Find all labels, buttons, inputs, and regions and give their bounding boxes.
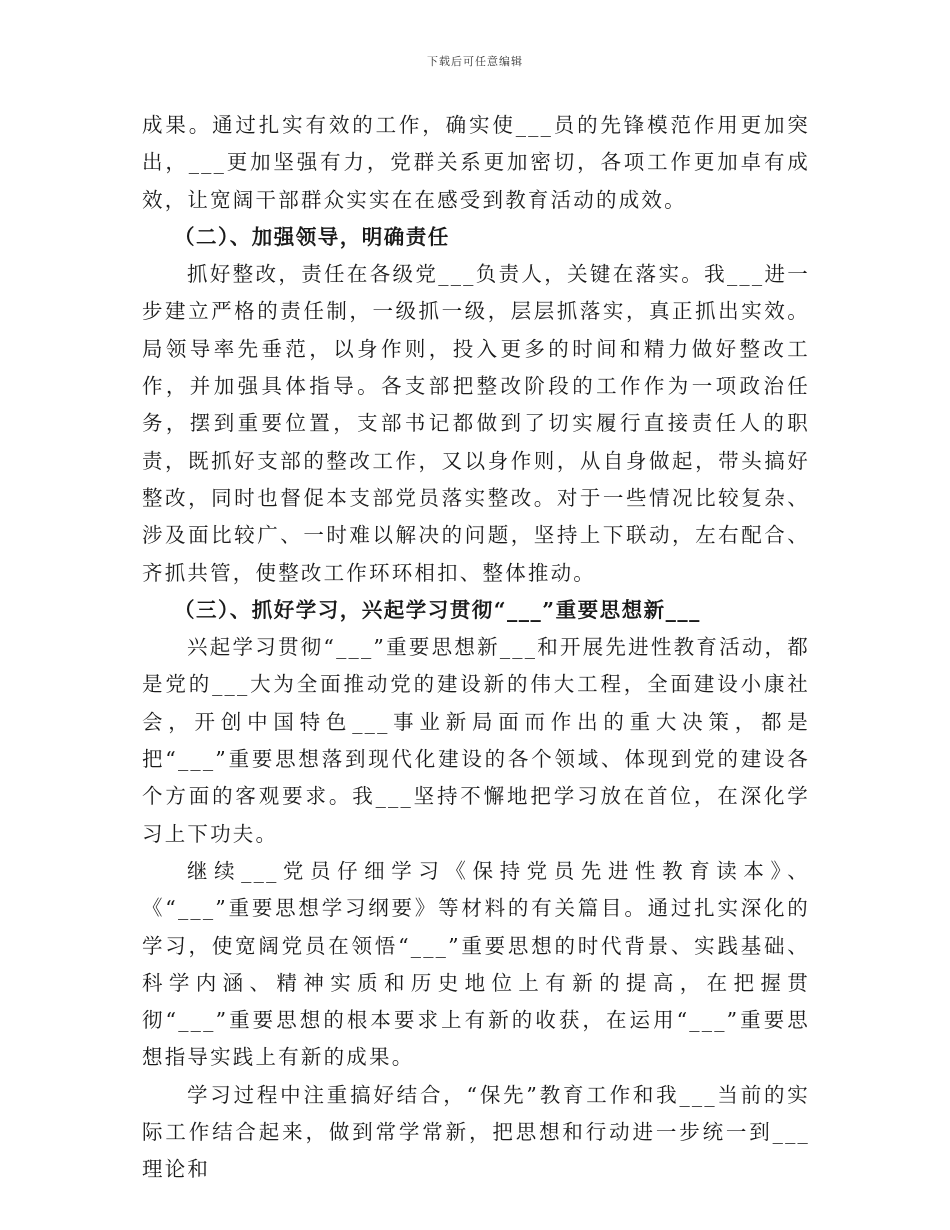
paragraph-4: 继续___党员仔细学习《保持党员先进性教育读本》、《“___”重要思想学习纲要》等材料的有关篇目。通过扎实深化的学习，使宽阔党员在领悟“___”重要思想的时代背景、实践基础、科学内涵、精神实质和历史地位上有新的提高，在把握贯彻“___”重要思想的根本要求上有新的收获，在运用“___”重要思想指导实践上有新的成果。: [142, 858, 810, 1070]
section-heading-2: （二）、加强领导，明确责任: [174, 224, 450, 249]
paragraph-3: 兴起学习贯彻“___”重要思想新___和开展先进性教育活动，都是党的___大为全面推动党的建设新的伟大工程，全面建设小康社会，开创中国特色___事业新局面而作出的重大决策，都是把“___”重要思想落到现代化建设的各个领域、体现到党的建设各个方面的客观要求。我___坚持不懈地把学习放在首位，在深化学习上下功夫。: [142, 635, 810, 846]
paragraph-1: 成果。通过扎实有效的工作，确实使___员的先锋模范作用更加突出，___更加坚强有力，党群关系更加密切，各项工作更加卓有成效，让宽阔干部群众实实在在感受到教育活动的成效。: [142, 113, 810, 212]
page-header: 下载后可任意编辑: [427, 55, 523, 68]
paragraph-2: 抓好整改，责任在各级党___负责人，关键在落实。我___进一步建立严格的责任制，一级抓一级，层层抓落实，真正抓出实效。局领导率先垂范，以身作则，投入更多的时间和精力做好整改工作，并加强具体指导。各支部把整改阶段的工作作为一项政治任务，摆到重要位置，支部书记都做到了切实履行直接责任人的职责，既抓好支部的整改工作，又以身作则，从自身做起，带头搞好整改，同时也督促本支部党员落实整改。对于一些情况比较复杂、涉及面比较广、一时难以解决的问题，坚持上下联动，左右配合、齐抓共管，使整改工作环环相扣、整体推动。: [142, 262, 810, 585]
paragraph-5: 学习过程中注重搞好结合，“保先”教育工作和我___当前的实际工作结合起来，做到常学常新，把思想和行动进一步统一到___理论和: [142, 1082, 810, 1182]
document-body: [142, 107, 810, 1189]
section-heading-3: （三）、抓好学习，兴起学习贯彻“___”重要思想新___: [174, 597, 701, 622]
